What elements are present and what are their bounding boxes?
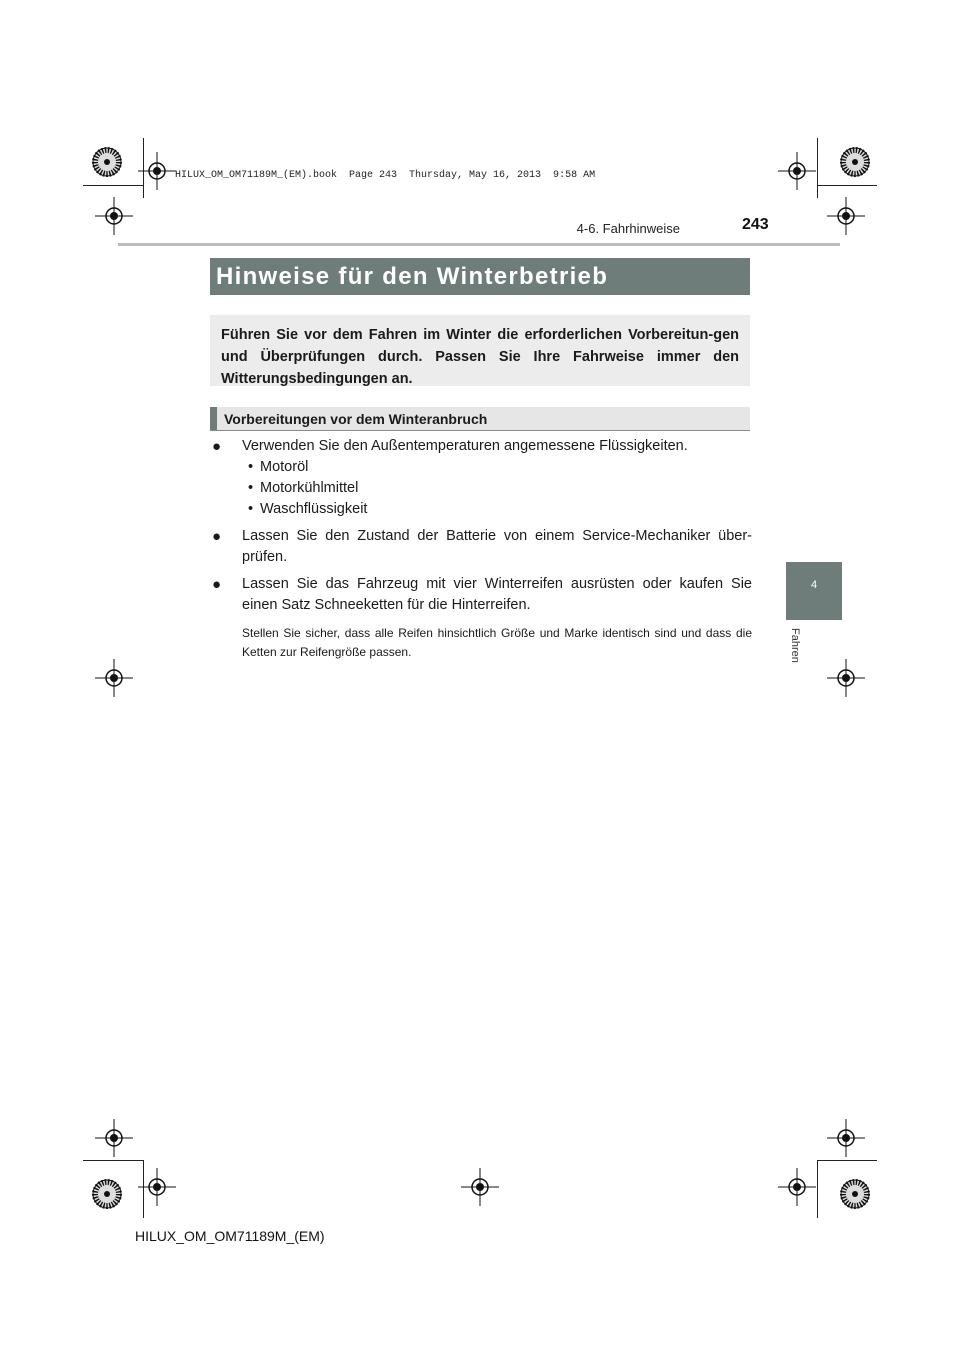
registration-starburst-icon — [836, 1175, 874, 1213]
subsection-header — [210, 407, 750, 431]
section-heading: 4-6. Fahrhinweise — [576, 221, 680, 236]
sub-list-item: • Motoröl — [248, 459, 309, 475]
footer-document-code: HILUX_OM_OM71189M_(EM) — [135, 1228, 325, 1244]
registration-crosshair-icon — [95, 1119, 133, 1157]
sub-list-item: • Waschflüssigkeit — [248, 501, 368, 517]
subsection-accent — [210, 407, 217, 430]
registration-crosshair-icon — [827, 659, 865, 697]
print-info-line: HILUX_OM_OM71189M_(EM).book Page 243 Thursday, May 16, 2013 9:58 AM — [175, 170, 596, 181]
bullet-icon: ● — [212, 576, 222, 593]
registration-crosshair-icon — [461, 1168, 499, 1206]
registration-crosshair-icon — [95, 197, 133, 235]
list-item — [212, 436, 752, 457]
sub-list — [212, 457, 752, 520]
subsection-heading: Vorbereitungen vor dem Winteranbruch — [224, 411, 488, 427]
intro-text: Führen Sie vor dem Fahren im Winter die erforderlichen Vorbereitun-gen und Überprüfungen durch. Passen Sie Ihre Fahrweise immer den Witterungsbedingungen an. — [221, 327, 739, 387]
registration-crosshair-icon — [778, 1168, 816, 1206]
registration-starburst-icon — [836, 143, 874, 181]
chapter-label-text: Fahren — [789, 628, 801, 663]
crop-line — [817, 138, 818, 198]
crop-line — [83, 1160, 143, 1161]
list-item — [212, 574, 752, 616]
intro-box — [210, 315, 750, 386]
page-number: 243 — [742, 216, 769, 233]
registration-crosshair-icon — [138, 152, 176, 190]
bullet-icon: ● — [212, 528, 222, 545]
page-title-bar — [210, 258, 750, 295]
crop-line — [817, 185, 877, 186]
registration-crosshair-icon — [95, 659, 133, 697]
list-item-text: Lassen Sie den Zustand der Batterie von einem Service-Mechaniker über-prüfen. — [242, 528, 752, 565]
chapter-tab — [786, 562, 842, 620]
registration-crosshair-icon — [778, 152, 816, 190]
chapter-number: 4 — [810, 579, 818, 591]
chapter-label — [782, 628, 806, 678]
crop-line — [817, 1160, 818, 1218]
list-item-text: Lassen Sie das Fahrzeug mit vier Winterreifen ausrüsten oder kaufen Sie einen Satz Schneeketten für die Hinterreifen. — [242, 576, 752, 613]
header-rule — [118, 243, 840, 246]
list-item-text: Verwenden Sie den Außentemperaturen angemessene Flüssigkeiten. — [242, 438, 688, 454]
page-title: Hinweise für den Winterbetrieb — [216, 263, 609, 290]
content-body — [212, 436, 752, 662]
registration-starburst-icon — [88, 143, 126, 181]
crop-line — [817, 1160, 877, 1161]
crop-line — [83, 185, 143, 186]
registration-crosshair-icon — [827, 1119, 865, 1157]
bullet-icon: ● — [212, 438, 222, 455]
note-text: Stellen Sie sicher, dass alle Reifen hinsichtlich Größe und Marke identisch sind und dass die Ketten zur Reifengröße passen. — [242, 626, 752, 659]
registration-crosshair-icon — [138, 1168, 176, 1206]
registration-starburst-icon — [88, 1175, 126, 1213]
registration-crosshair-icon — [827, 197, 865, 235]
list-item — [212, 526, 752, 568]
sub-list-item: • Motorkühlmittel — [248, 480, 359, 496]
